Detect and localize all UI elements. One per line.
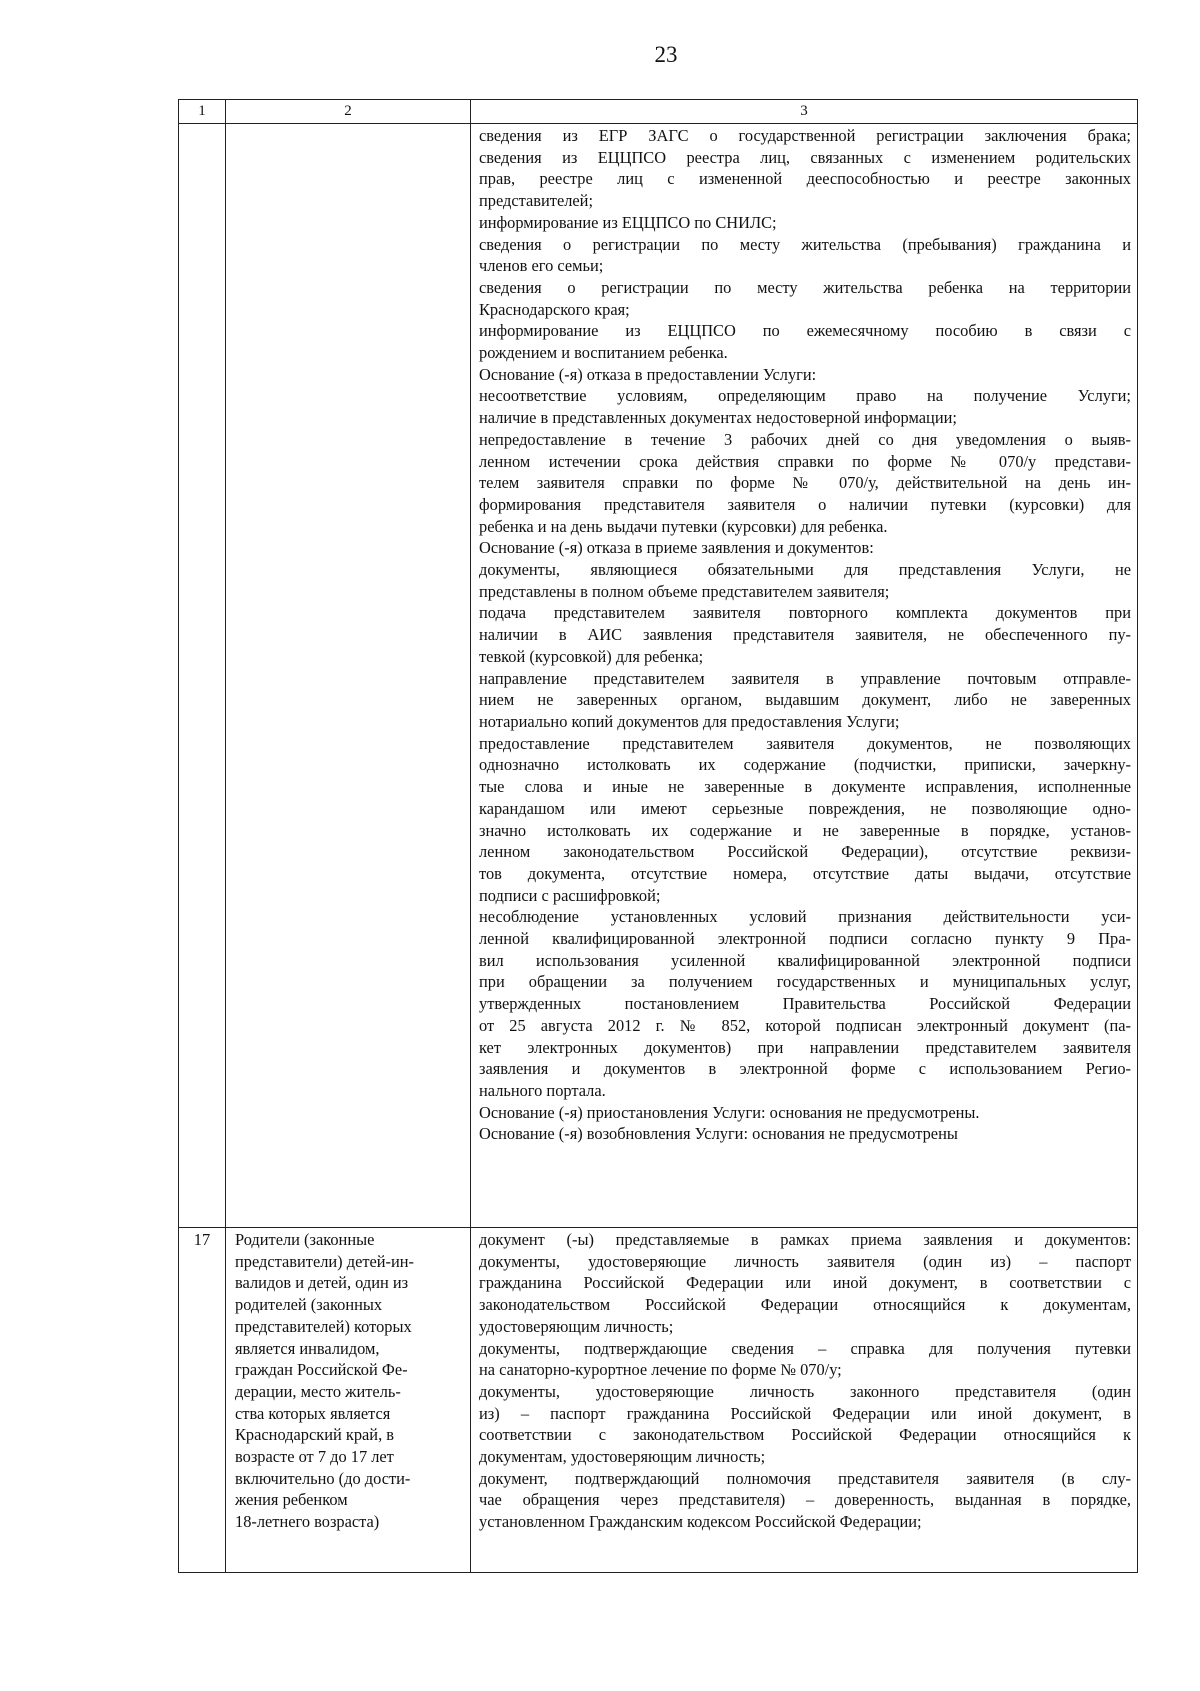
text-line: тевкой (курсовкой) для ребенка; <box>479 646 704 666</box>
text-line: предоставление представителем заявителя документов, не позволяющих <box>479 733 1131 753</box>
text-line: сведения из ЕЦЦПСО реестра лиц, связанных с изменением родительских <box>479 147 1131 167</box>
text-line: несоответствие условиям, определяющим право на получение Услуги; <box>479 386 1131 406</box>
text-line: прав, реестре лиц с измененной дееспособностью и реестре законных <box>479 169 1131 189</box>
category-line: 18-летнего возраста) <box>235 1512 380 1532</box>
text-line: документ, подтверждающий полномочия представителя заявителя (в слу- <box>479 1468 1131 1488</box>
text-line: Основание (-я) отказа в предоставлении Услуги: <box>479 364 817 384</box>
category-cell <box>226 1228 471 1573</box>
column-number-1: 1 <box>179 100 226 124</box>
category-line: родителей (законных <box>235 1295 383 1315</box>
text-line: представлены в полном объеме представителем заявителя; <box>479 581 890 601</box>
documents-cell <box>471 124 1138 1228</box>
category-line: представителей) которых <box>235 1316 412 1336</box>
text-line: законодательством Российской Федерации относящийся к документам, <box>479 1295 1131 1315</box>
category-line: возрасте от 7 до 17 лет <box>235 1447 394 1467</box>
text-line: документы, подтверждающие сведения – справка для получения путевки <box>479 1338 1131 1358</box>
text-line: сведения из ЕГР ЗАГС о государственной регистрации заключения брака; <box>479 126 1131 145</box>
text-line: информирование из ЕЦЦПСО по ежемесячному пособию в связи с <box>479 321 1131 341</box>
text-line: вил использования усиленной квалифицированной электронной подписи <box>479 950 1131 970</box>
text-line: наличие в представленных документах недостоверной информации; <box>479 408 957 428</box>
category-line: граждан Российской Фе- <box>235 1360 408 1380</box>
category-line: представители) детей-ин- <box>235 1251 415 1271</box>
text-line: ленной квалифицированной электронной подписи согласно пункту 9 Пра- <box>479 929 1131 949</box>
text-line: направление представителем заявителя в управление почтовым отправле- <box>479 668 1131 688</box>
text-line: Основание (-я) возобновления Услуги: основания не предусмотрены <box>479 1124 958 1144</box>
text-line: утвержденных постановлением Правительства Российской Федерации <box>479 994 1131 1014</box>
text-line: документам, удостоверяющим личность; <box>479 1447 766 1467</box>
category-line: включительно (до дости- <box>235 1468 411 1488</box>
category-line: жения ребенком <box>235 1490 348 1510</box>
text-line: на санаторно-курортное лечение по форме № 070/у; <box>479 1360 842 1380</box>
category-line: является инвалидом, <box>235 1338 380 1358</box>
column-number-3: 3 <box>471 100 1138 124</box>
text-line: тов документа, отсутствие номера, отсутствие даты выдачи, отсутствие <box>479 863 1131 883</box>
text-line: подача представителем заявителя повторного комплекта документов при <box>479 603 1131 623</box>
table-header-row <box>179 100 1138 124</box>
text-line: от 25 августа 2012 г. № 852, которой подписан электронный документ (па- <box>479 1015 1131 1035</box>
text-line: ленном истечении срока действия справки по форме № 070/у представи- <box>479 451 1131 471</box>
text-line: гражданина Российской Федерации или иной документ, в соответствии с <box>479 1273 1131 1293</box>
documents-cell <box>471 1228 1138 1573</box>
text-line: удостоверяющим личность; <box>479 1316 674 1336</box>
text-line: карандашом или имеют серьезные повреждения, не позволяющие одно- <box>479 798 1131 818</box>
text-line: информирование из ЕЦЦПСО по СНИЛС; <box>479 212 777 232</box>
text-line: Основание (-я) приостановления Услуги: основания не предусмотрены. <box>479 1102 980 1122</box>
text-line: рождением и воспитанием ребенка. <box>479 343 728 363</box>
text-line: несоблюдение установленных условий признания действительности уси- <box>479 907 1131 927</box>
text-line: сведения о регистрации по месту жительства ребенка на территории <box>479 277 1131 297</box>
text-line: телем заявителя справки по форме № 070/у, действительной на день ин- <box>479 473 1131 493</box>
text-line: нием не заверенных органом, выдавшим документ, либо не заверенных <box>479 690 1131 710</box>
text-line: установленном Гражданским кодексом Российской Федерации; <box>479 1512 922 1532</box>
text-line: нотариально копий документов для предоставления Услуги; <box>479 711 900 731</box>
text-line: тые слова и иные не заверенные в документе исправления, исполненные <box>479 777 1131 797</box>
text-line: Краснодарского края; <box>479 299 630 319</box>
text-line: соответствии с законодательством Российской Федерации относящийся к <box>479 1425 1131 1445</box>
text-line: ленном законодательством Российской Федерации), отсутствие реквизи- <box>479 842 1131 862</box>
text-line: непредоставление в течение 3 рабочих дней со дня уведомления о выяв- <box>479 429 1131 449</box>
text-line: чае обращения через представителя) – доверенность, выданная в порядке, <box>479 1490 1131 1510</box>
table-row <box>179 124 1138 1228</box>
services-table <box>178 99 1138 1573</box>
category-cell <box>226 124 471 1228</box>
category-line: ства которых является <box>235 1403 391 1423</box>
row-number-cell <box>179 124 226 1228</box>
column-number-2: 2 <box>226 100 471 124</box>
text-line: при обращении за получением государственных и муниципальных услуг, <box>479 972 1131 992</box>
text-line: подписи с расшифровкой; <box>479 885 661 905</box>
text-line: представителей; <box>479 191 594 211</box>
text-line: членов его семьи; <box>479 256 604 276</box>
category-line: валидов и детей, один из <box>235 1273 409 1293</box>
table-row <box>179 1228 1138 1573</box>
text-line: документы, являющиеся обязательными для представления Услуги, не <box>479 560 1131 580</box>
category-line: Краснодарский край, в <box>235 1425 395 1445</box>
text-line: документ (-ы) представляемые в рамках приема заявления и документов: <box>479 1230 1131 1249</box>
text-line: сведения о регистрации по месту жительства (пребывания) гражданина и <box>479 234 1131 254</box>
text-line: однозначно истолковать их содержание (подчистки, приписки, зачеркну- <box>479 755 1131 775</box>
page-number: 23 <box>654 42 678 67</box>
text-line: наличии в АИС заявления представителя заявителя, не обеспеченного пу- <box>479 625 1131 645</box>
text-line: формирования представителя заявителя о наличии путевки (курсовки) для <box>479 494 1131 514</box>
category-line: дерации, место житель- <box>235 1381 401 1401</box>
text-line: документы, удостоверяющие личность заявителя (один из) – паспорт <box>479 1251 1131 1271</box>
text-line: заявления и документов в электронной форме с использованием Регио- <box>479 1059 1131 1079</box>
text-line: значно истолковать их содержание и не заверенные в порядке, установ- <box>479 820 1131 840</box>
category-line: Родители (законные <box>235 1230 375 1249</box>
text-line: ребенка и на день выдачи путевки (курсовки) для ребенка. <box>479 516 888 536</box>
text-line: нального портала. <box>479 1080 606 1100</box>
text-line: Основание (-я) отказа в приеме заявления и документов: <box>479 538 874 558</box>
text-line: кет электронных документов) при направлении представителем заявителя <box>479 1037 1131 1057</box>
text-line: документы, удостоверяющие личность законного представителя (один <box>479 1381 1131 1401</box>
text-line: из) – паспорт гражданина Российской Федерации или иной документ, в <box>479 1403 1131 1423</box>
row-number-cell: 17 <box>179 1228 226 1573</box>
